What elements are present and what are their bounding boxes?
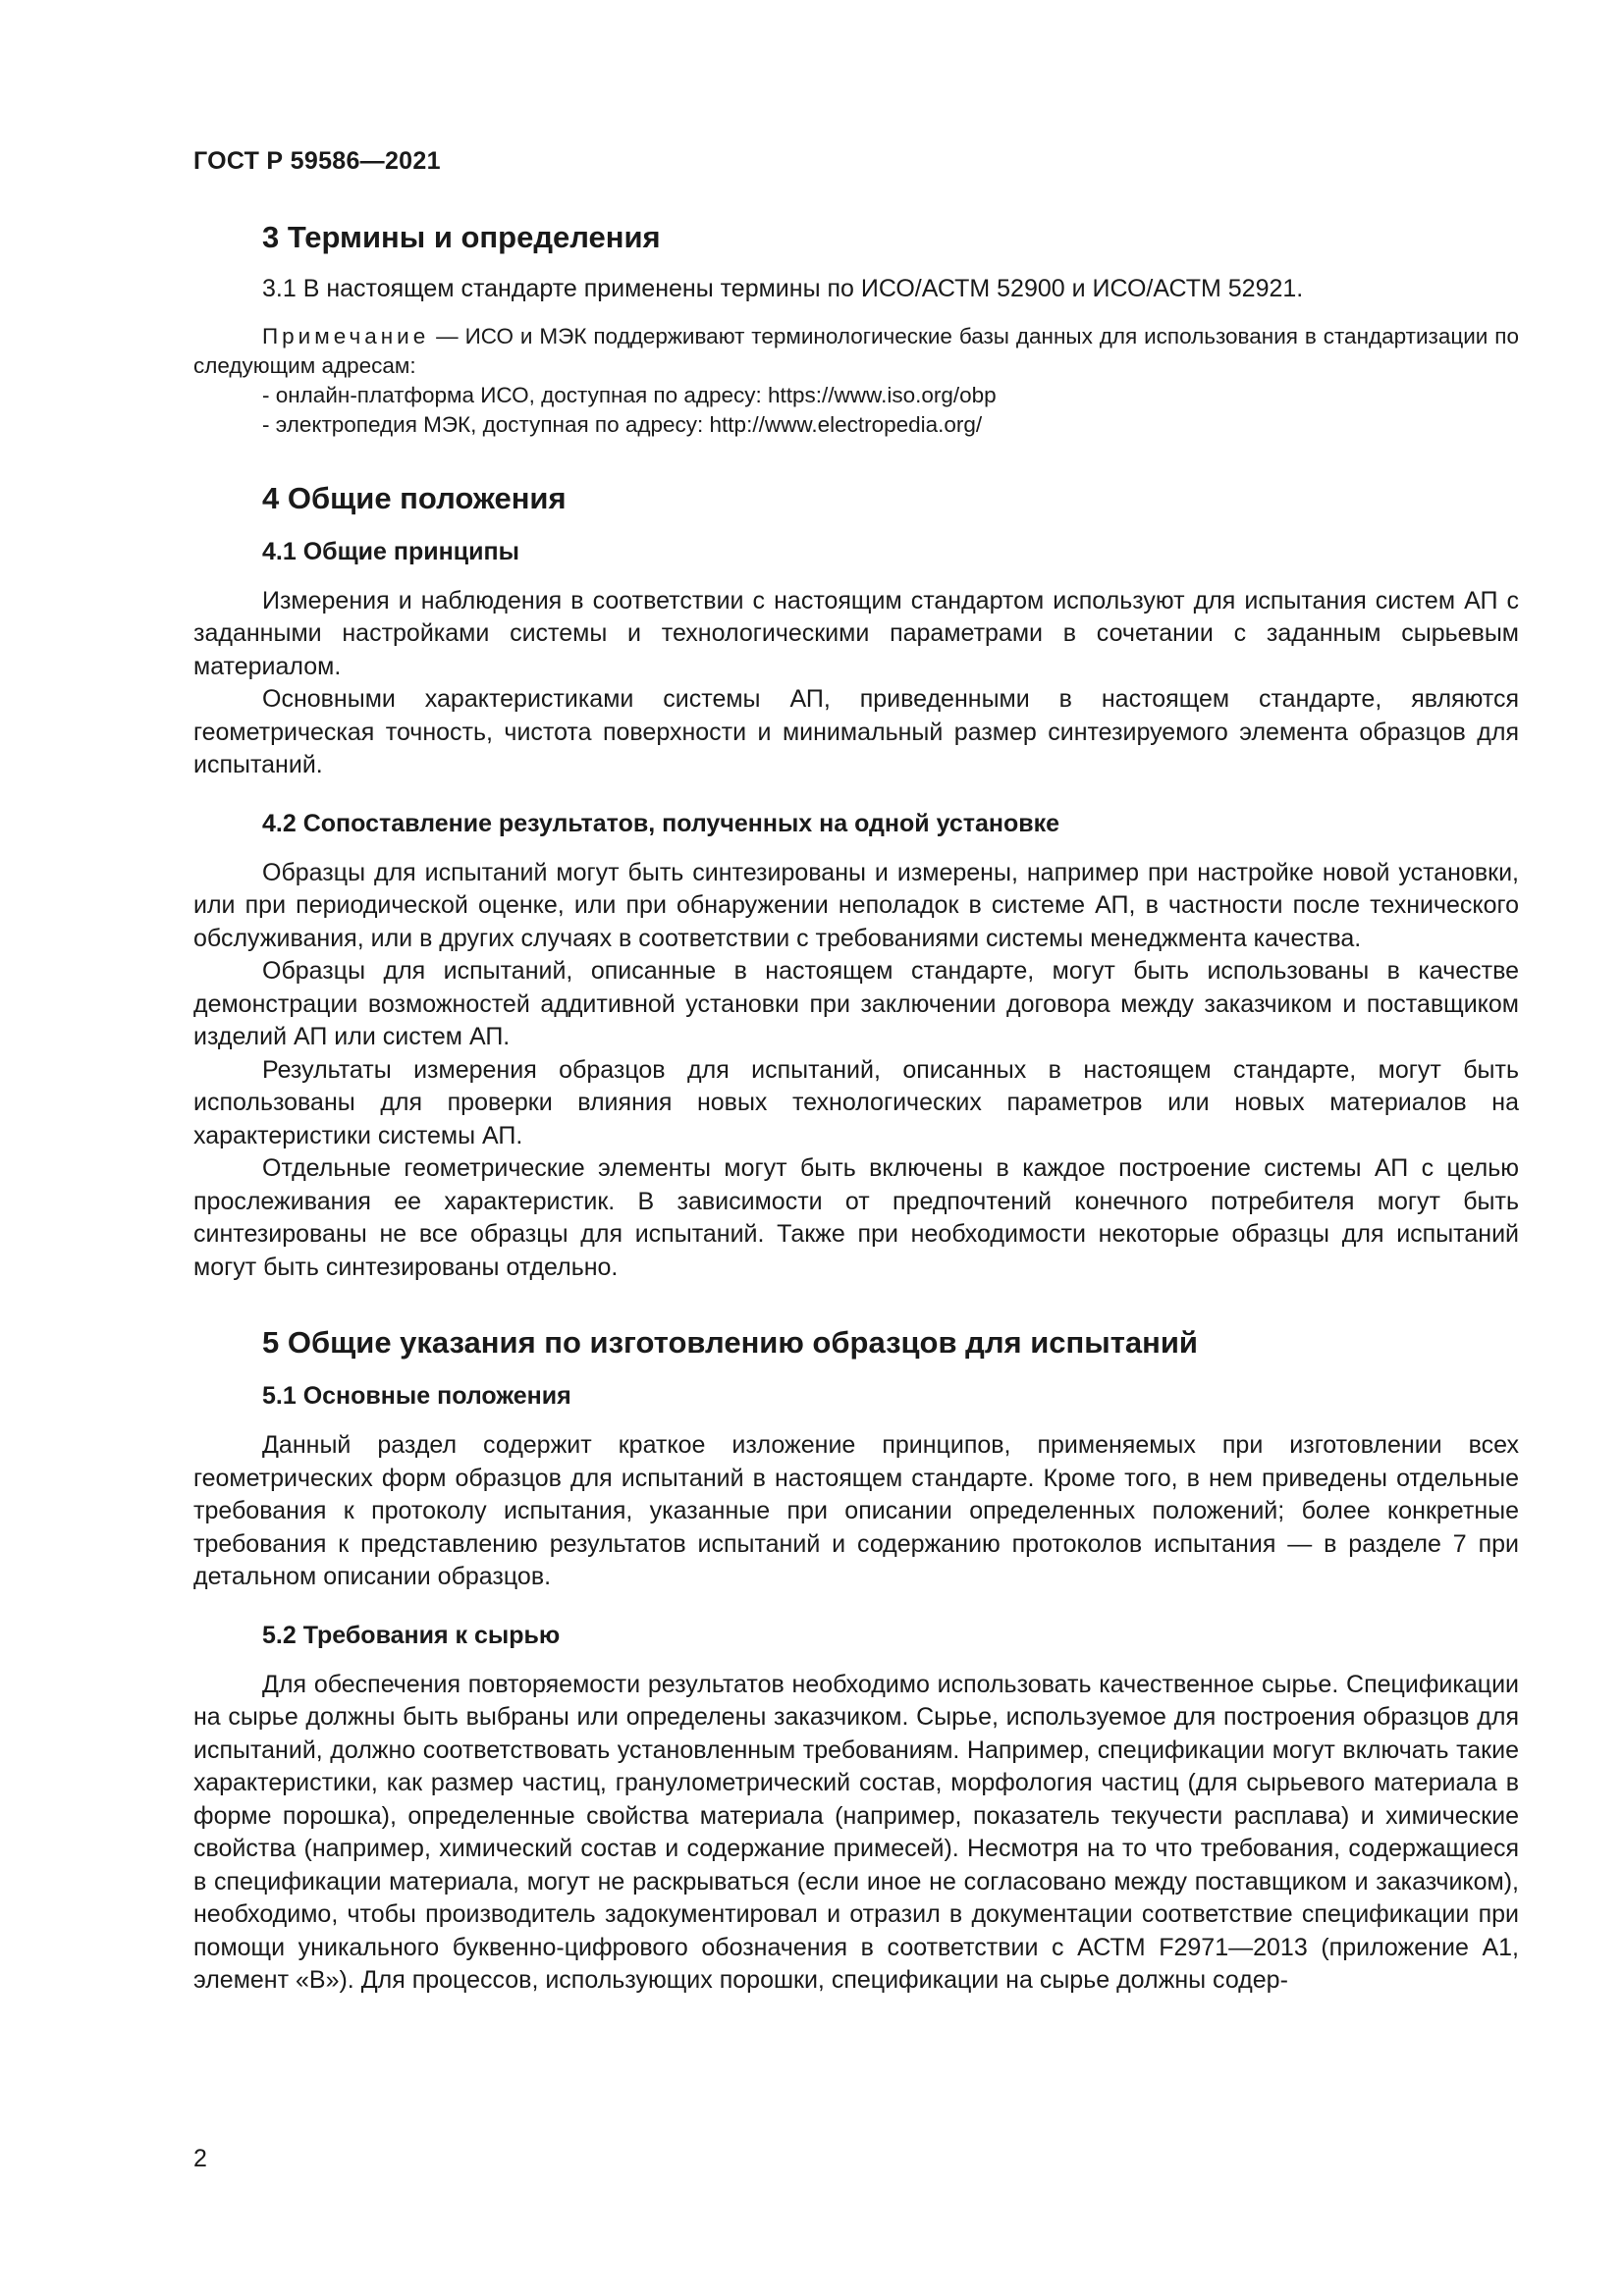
page-number: 2 — [193, 2145, 207, 2172]
standard-header: ГОСТ Р 59586—2021 — [193, 147, 441, 175]
paragraph-4-1-a: Измерения и наблюдения в соответствии с настоящим стандартом используют для испытания систем АП с заданными настройками системы и технологическими параметрами в сочетании с заданным сырьевым материалом. — [193, 586, 1519, 680]
note-item-iec: - электропедия МЭК, доступная по адресу: http://www.electropedia.org/ — [262, 411, 983, 437]
subsection-4-2-title: 4.2 Сопоставление результатов, полученных на одной установке — [262, 809, 1060, 837]
note-item-iso: - онлайн-платформа ИСО, доступная по адресу: https://www.iso.org/obp — [262, 382, 997, 407]
subsection-5-1-title: 5.1 Основные положения — [262, 1382, 571, 1410]
document-body — [193, 218, 1519, 1998]
paragraph-4-2-b: Образцы для испытаний, описанные в настоящем стандарте, могут быть использованы в качестве демонстрации возможностей аддитивной установки при заключении договора между заказчиком и поставщиком изделий АП или систем АП. — [193, 957, 1519, 1050]
note — [193, 322, 1519, 381]
section-5-title: 5 Общие указания по изготовлению образцов для испытаний — [262, 1325, 1198, 1360]
section-4-title: 4 Общие положения — [262, 480, 567, 515]
paragraph-4-2-a: Образцы для испытаний могут быть синтезированы и измерены, например при настройке новой установки, или при периодической оценке, или при обнаружении неполадок в системе АП, в частности после технического обслуживания, или в других случаях в соответствии с требованиями системы менеджмента качества. — [193, 858, 1519, 952]
paragraph-5-1: Данный раздел содержит краткое изложение принципов, применяемых при изготовлении всех геометрических форм образцов для испытаний в настоящем стандарте. Кроме того, в нем приведены отдельные требования к протоколу испытания, указанные при описании определенных положений; более конкретные требования к представлению результатов испытаний и содержанию протоколов испытания — в разделе 7 при детальном описании образцов. — [193, 1431, 1519, 1590]
subsection-5-2-title: 5.2 Требования к сырью — [262, 1621, 561, 1649]
paragraph-3-1: 3.1 В настоящем стандарте применены термины по ИСО/АСТМ 52900 и ИСО/АСТМ 52921. — [262, 275, 1304, 302]
paragraph-4-2-c: Результаты измерения образцов для испытаний, описанных в настоящем стандарте, могут быть использованы для проверки влияния новых технологических параметров или новых материалов на характеристики системы АП. — [193, 1055, 1519, 1149]
section-3-title: 3 Термины и определения — [262, 220, 661, 254]
paragraph-4-2-d: Отдельные геометрические элементы могут быть включены в каждое построение системы АП с целью прослеживания ее характеристик. В зависимости от предпочтений конечного потребителя могут быть синтезированы не все образцы для испытаний. Также при необходимости некоторые образцы для испытаний могут быть синтезированы отдельно. — [193, 1154, 1519, 1281]
note-label: Примечание — [262, 323, 430, 348]
subsection-4-1-title: 4.1 Общие принципы — [262, 537, 519, 565]
paragraph-5-2: Для обеспечения повторяемости результатов необходимо использовать качественное сырье. Спецификации на сырье должны быть выбраны или определены заказчиком. Сырье, используемое для построения образцов для испытаний, должно соответствовать установленным требованиям. Например, спецификации могут включать такие характеристики, как размер частиц, гранулометрический состав, морфология частиц (для сырьевого материала в форме порошка), определенные свойства материала (например, показатель текучести расплава) и химические свойства (например, химический состав и содержание примесей). Несмотря на то что требования, содержащиеся в спецификации материала, могут не раскрываться (если иное не согласовано между поставщиком и заказчиком), необходимо, чтобы производитель задокументировал и отразил в документации соответствие спецификации при помощи уникального буквенно-цифрового обозначения в соответствии с АСТМ F2971—2013 (приложение А1, элемент «В»). Для процессов, использующих порошки, спецификации на сырье должны содер- — [193, 1670, 1519, 1994]
paragraph-4-1-b: Основными характеристиками системы АП, приведенными в настоящем стандарте, являются геометрическая точность, чистота поверхности и минимальный размер синтезируемого элемента образцов для испытаний. — [193, 685, 1519, 778]
note-text: — ИСО и МЭК поддерживают терминологические базы данных для использования в стандартизации по следующим адресам: — [193, 323, 1519, 378]
